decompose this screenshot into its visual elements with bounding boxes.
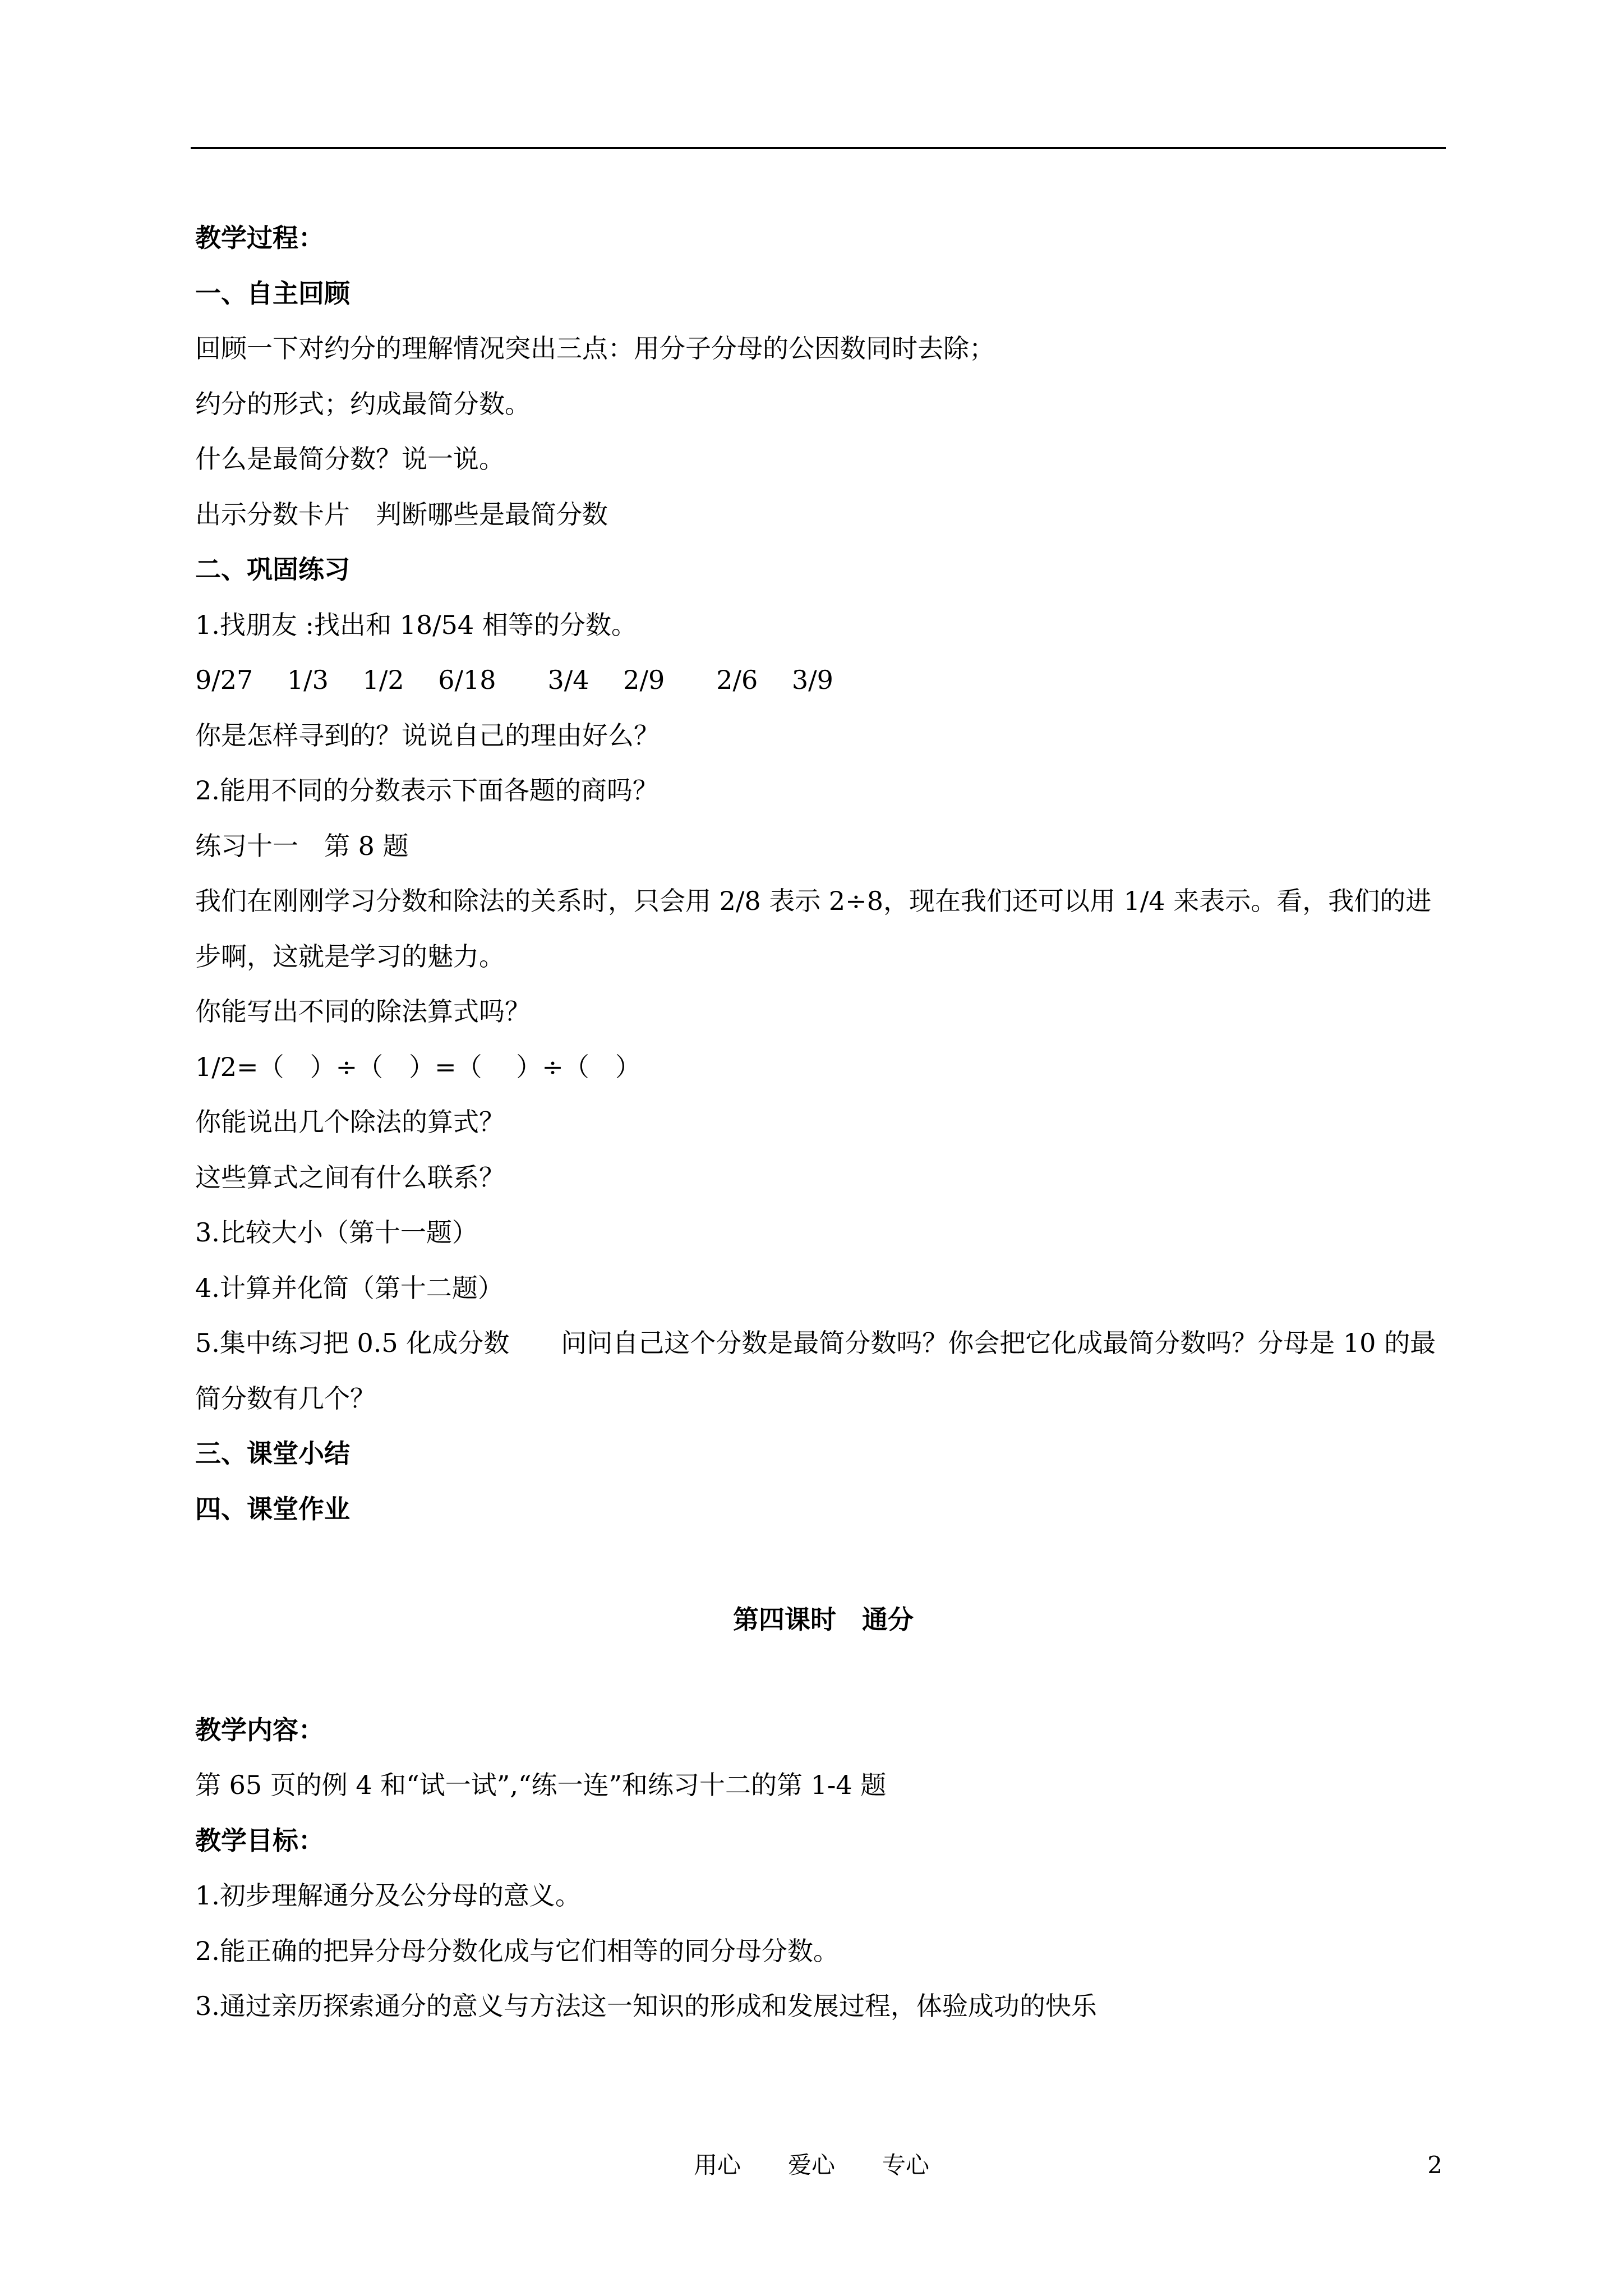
heading-self-review: 一、自主回顾: [195, 278, 350, 309]
equation-line: 1/2=（ ）÷（ ）=（ ）÷（ ）: [195, 1051, 641, 1082]
paragraph-line: 出示分数卡片 判断哪些是最简分数: [195, 499, 608, 530]
paragraph-wrapped: 我们在刚刚学习分数和除法的关系时，只会用 2/8 表示 2÷8，现在我们还可以用 1/4 来表示。看，我们的进步啊，这就是学习的魅力。: [195, 886, 1432, 972]
section-title: 第四课时 通分: [733, 1604, 914, 1635]
heading-class-homework: 四、课堂作业: [195, 1493, 350, 1524]
heading-consolidation-practice: 二、巩固练习: [195, 554, 350, 585]
paragraph-line: 练习十一 第 8 题: [195, 830, 409, 861]
exercise-item: 4.计算并化简（第十二题）: [195, 1272, 504, 1303]
spacer: [195, 1647, 1451, 1703]
spacer: [195, 1536, 1451, 1592]
paragraph-line: 第 65 页的例 4 和“试一试”,“练一连”和练习十二的第 1-4 题: [195, 1770, 887, 1800]
paragraph-wrapped: 5.集中练习把 0.5 化成分数 问问自己这个分数是最简分数吗？你会把它化成最简分数吗？分母是 10 的最简分数有几个？: [195, 1328, 1436, 1414]
exercise-item: 3.比较大小（第十一题）: [195, 1217, 478, 1248]
paragraph-line: 约分的形式；约成最简分数。: [195, 388, 531, 419]
heading-teaching-goals: 教学目标：: [195, 1825, 324, 1856]
paragraph-line: 这些算式之间有什么联系？: [195, 1162, 505, 1193]
paragraph-line: 回顾一下对约分的理解情况突出三点：用分子分母的公因数同时去除；: [195, 333, 995, 364]
goal-item: 3.通过亲历探索通分的意义与方法这一知识的形成和发展过程，体验成功的快乐: [195, 1991, 1097, 2021]
paragraph-line: 什么是最简分数？说一说。: [195, 444, 505, 474]
header-rule: [191, 147, 1446, 149]
page-number: 2: [1427, 2151, 1442, 2179]
document-body: [195, 210, 1451, 2034]
heading-teaching-content: 教学内容：: [195, 1714, 324, 1745]
goal-item: 2.能正确的把异分母分数化成与它们相等的同分母分数。: [195, 1935, 839, 1966]
paragraph-line: 你能写出不同的除法算式吗？: [195, 996, 531, 1027]
page-footer: [0, 2148, 1623, 2182]
paragraph-line: 你是怎样寻到的？说说自己的理由好么？: [195, 720, 660, 751]
exercise-item: 2.能用不同的分数表示下面各题的商吗？: [195, 775, 658, 806]
paragraph-line: 你能说出几个除法的算式？: [195, 1107, 505, 1137]
heading-teaching-process: 教学过程：: [195, 223, 324, 253]
exercise-item: 1.找朋友 :找出和 18/54 相等的分数。: [195, 609, 637, 640]
goal-item: 1.初步理解通分及公分母的意义。: [195, 1880, 581, 1911]
footer-motto: 用心 爱心 专心: [693, 2151, 929, 2179]
fraction-list: 9/27 1/3 1/2 6/18 3/4 2/9 2/6 3/9: [195, 665, 833, 695]
heading-class-summary: 三、课堂小结: [195, 1438, 350, 1469]
